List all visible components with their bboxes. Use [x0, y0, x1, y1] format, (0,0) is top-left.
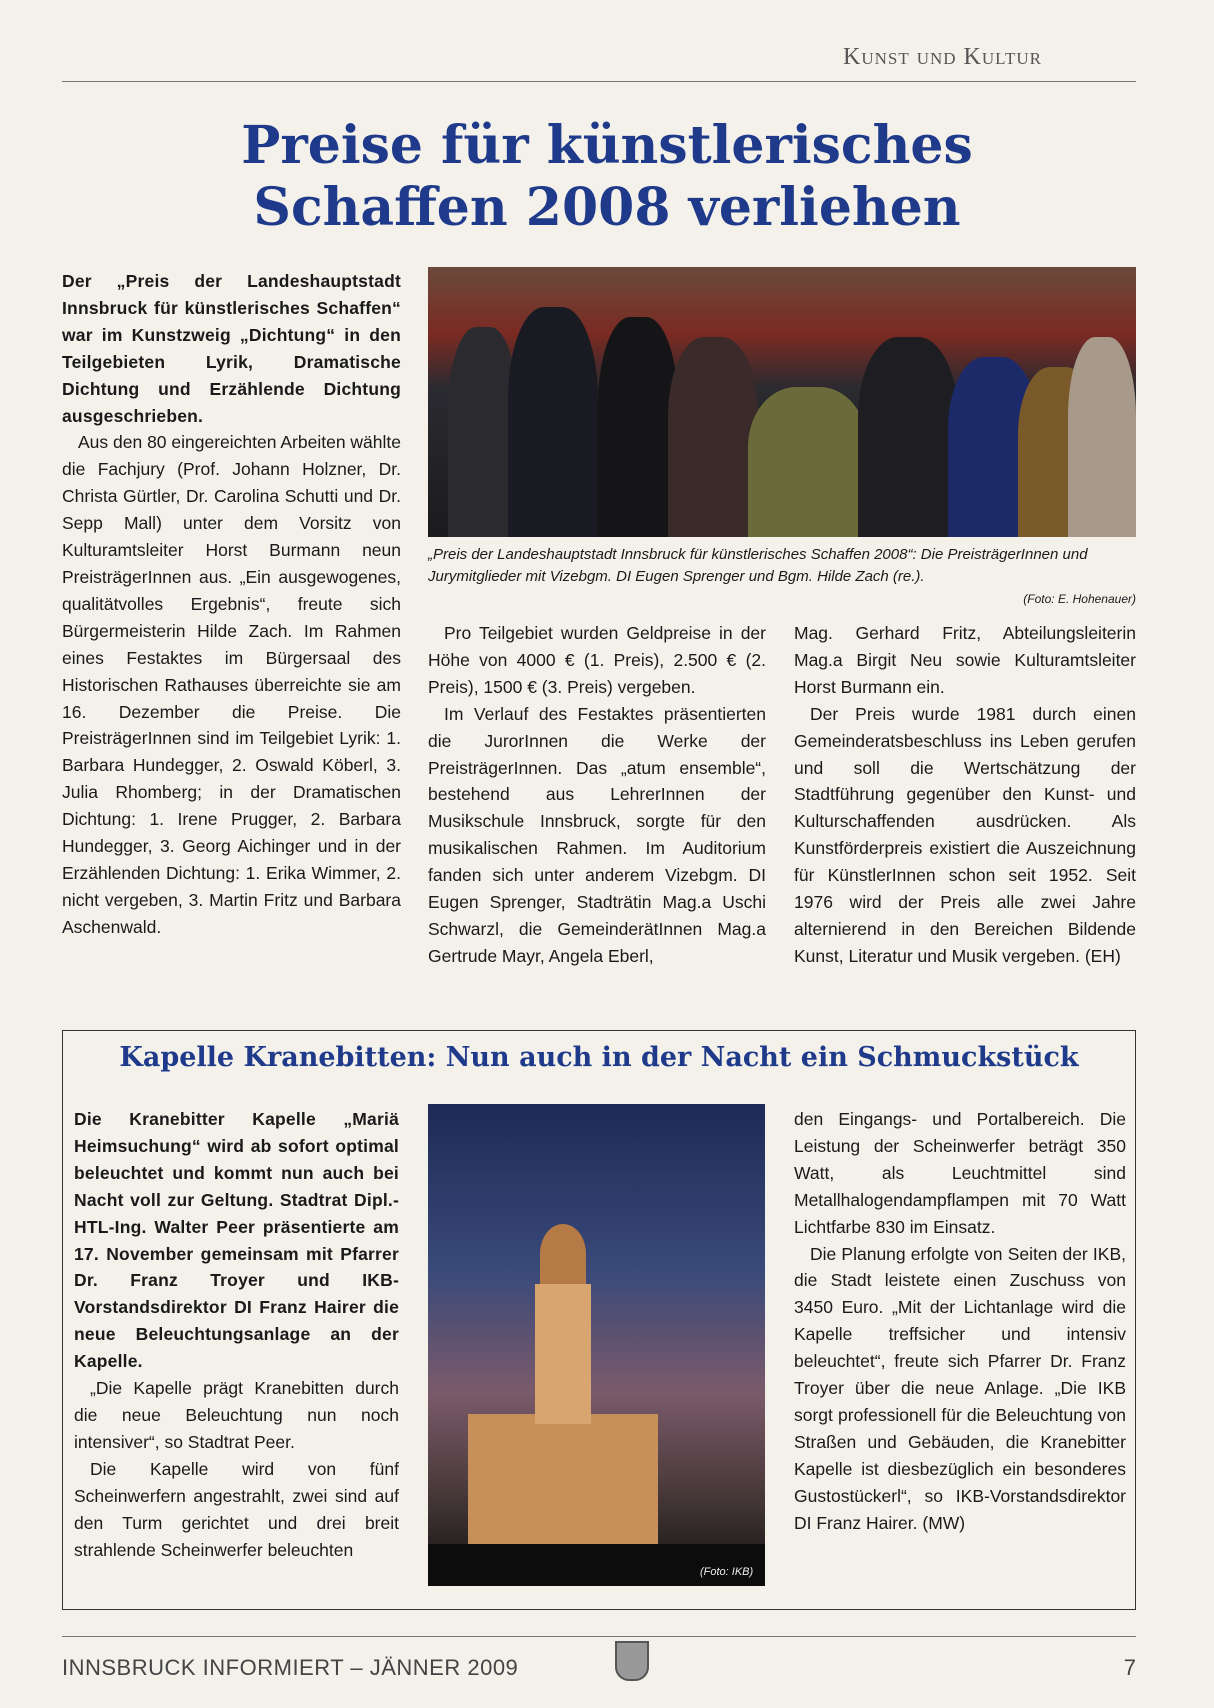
title-line: Preise für künstlerisches	[241, 115, 973, 176]
box-column-3	[794, 1106, 1126, 1537]
article-column-3	[794, 620, 1136, 970]
article-column-1	[62, 268, 401, 941]
article-paragraph: Die Planung erfolgte von Seiten der IKB, die Stadt leistete einen Zuschuss von 3450 Euro. „Mit der Lichtanlage wird die Kapelle treffsicher und intensiv beleuchtet“, freute sich Pfarrer Dr. Franz Troyer über die neue Anlage. „Die IKB sorgt professionell für die Beleuchtung von Straßen und Gebäuden, die Kranebitter Kapelle ist diesbezüglich ein besonderes Gustostückerl“, so IKB-Vorstandsdirektor DI Franz Hairer. (MW)	[794, 1243, 1126, 1533]
article-paragraph: „Die Kapelle prägt Kranebitten durch die neue Beleuchtung nun noch intensiver“, so Stadtrat Peer.	[74, 1378, 399, 1452]
city-crest-icon	[615, 1641, 649, 1681]
article-lead: Die Kranebitter Kapelle „Mariä Heimsuchung“ wird ab sofort optimal beleuchtet und kommt nun auch bei Nacht voll zur Geltung. Stadtrat Dipl.-HTL-Ing. Walter Peer präsentierte am 17. November gemeinsam mit Pfarrer Dr. Franz Troyer und IKB-Vorstandsdirektor DI Franz Hairer die neue Beleuchtungsanlage an der Kapelle.	[74, 1109, 399, 1372]
page-number: 7	[1123, 1655, 1136, 1680]
article-paragraph: Aus den 80 eingereichten Arbeiten wählte die Fachjury (Prof. Johann Holzner, Dr. Christa Gürtler, Dr. Carolina Schutti und Dr. Sepp Mall) unter dem Vorsitz von Kulturamtsleiter Horst Burmann neun PreisträgerInnen aus. „Ein ausgewogenes, qualitätvolles Ergebnis“, freute sich Bürgermeisterin Hilde Zach. Im Rahmen eines Festaktes im Bürgersaal des Historischen Rathauses überreichte sie am 16. Dezember die Preise. Die PreisträgerInnen sind im Teilgebiet Lyrik: 1. Barbara Hundegger, 2. Oswald Köberl, 3. Julia Rhomberg; in der Dramatischen Dichtung: 1. Irene Prugger, 2. Barbara Hundegger, 3. Georg Aichinger und in der Erzählenden Dichtung: 1. Erika Wimmer, 2. nicht vergeben, 3. Martin Fritz und Barbara Aschenwald.	[62, 432, 402, 937]
photo-credit: (Foto: IKB)	[700, 1566, 754, 1578]
footer-rule	[62, 1636, 1136, 1637]
section-header: Kunst und Kultur	[843, 44, 1042, 70]
title-line: Schaffen 2008 verliehen	[253, 177, 961, 238]
article-paragraph: den Eingangs- und Portalbereich. Die Leistung der Scheinwerfer beträgt 350 Watt, als Leuchtmittel sind Metallhalogendampflampen mit 70 Watt Lichtfarbe 830 im Einsatz.	[794, 1109, 1126, 1237]
footer-publication: INNSBRUCK INFORMIERT – JÄNNER 2009	[62, 1655, 519, 1680]
article-paragraph: Die Kapelle wird von fünf Scheinwerfern angestrahlt, zwei sind auf den Turm gerichtet und drei breit strahlende Scheinwerfer beleuchten	[74, 1458, 399, 1560]
article-lead: Der „Preis der Landeshauptstadt Innsbruck für künstlerisches Schaffen“ war im Kunstzweig „Dichtung“ in den Teilgebieten Lyrik, Dramatische Dichtung und Erzählende Dichtung ausgeschrieben.	[62, 271, 401, 426]
article-paragraph: Der Preis wurde 1981 durch einen Gemeinderatsbeschluss ins Leben gerufen und soll die Wertschätzung der Stadtführung gegenüber den Kunst- und Kulturschaffenden ausdrücken. Als Kunstförderpreis existiert die Auszeichnung für KünstlerInnen schon seit 1952. Seit 1976 wird der Preis alle zwei Jahre alternierend in den Bereichen Bildende Kunst, Literatur und Musik vergeben. (EH)	[794, 703, 1136, 966]
chapel-night-photo	[428, 1104, 765, 1586]
article-column-2	[428, 620, 766, 970]
box-title: Kapelle Kranebitten: Nun auch in der Nacht ein Schmuckstück	[119, 1042, 1079, 1073]
article-paragraph: Pro Teilgebiet wurden Geldpreise in der Höhe von 4000 € (1. Preis), 2.500 € (2. Preis), 1500 € (3. Preis) vergeben.	[428, 623, 766, 697]
article-title	[0, 115, 1214, 239]
box-column-1	[74, 1106, 399, 1563]
article-paragraph: Im Verlauf des Festaktes präsentierten die JurorInnen die Werke der PreisträgerInnen. Das „atum ensemble“, bestehend aus LehrerInnen der Musikschule Innsbruck, sorgte für den musikalischen Rahmen. Im Auditorium fanden sich unter anderem Vizebgm. DI Eugen Sprenger, Stadträtin Mag.a Uschi Schwarzl, die GemeinderätInnen Mag.a Gertrude Mayr, Angela Eberl,	[428, 703, 766, 966]
photo-caption: „Preis der Landeshauptstadt Innsbruck für künstlerisches Schaffen 2008“: Die PreisträgerInnen und Jurymitglieder mit Vizebgm. DI Eugen Sprenger und Bgm. Hilde Zach (re.).	[428, 546, 1088, 585]
article-paragraph: Mag. Gerhard Fritz, Abteilungsleiterin Mag.a Birgit Neu sowie Kulturamtsleiter Horst Burmann ein.	[794, 623, 1136, 697]
header-rule	[62, 81, 1136, 82]
photo-credit: (Foto: E. Hohenauer)	[1023, 592, 1136, 606]
award-group-photo	[428, 267, 1136, 537]
